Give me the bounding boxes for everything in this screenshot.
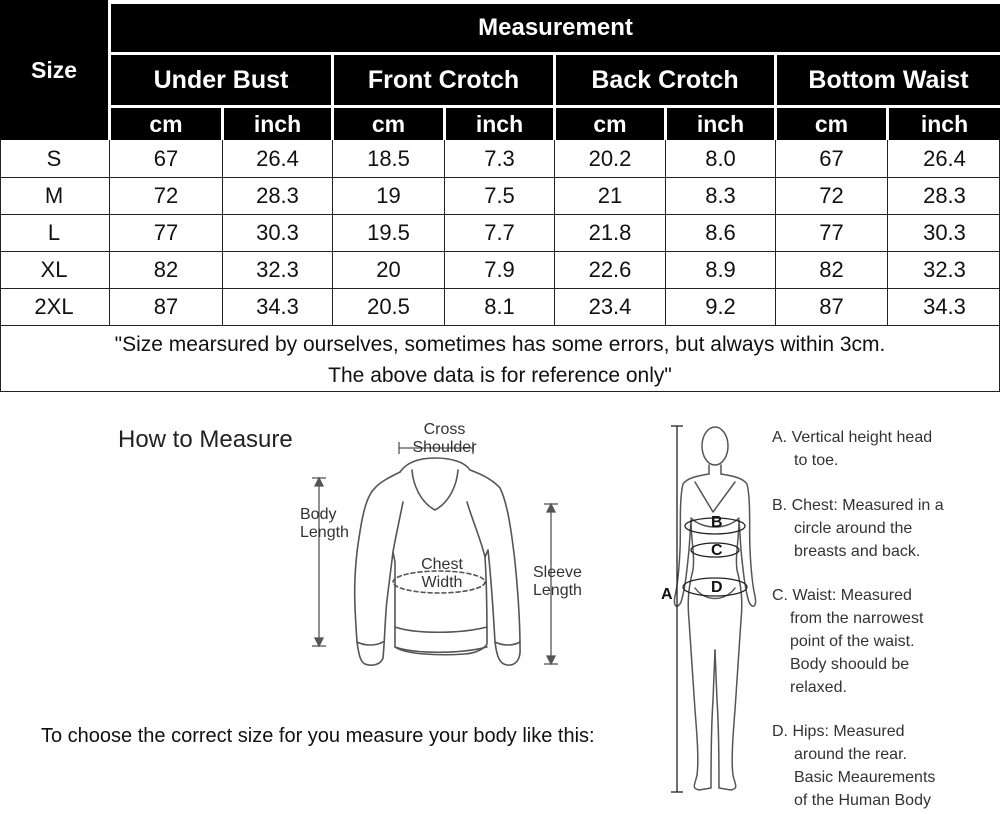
value-cell: 8.0 [705, 146, 736, 171]
cross-shoulder-line-1: Cross [423, 421, 466, 438]
unit-header: inch [446, 108, 553, 140]
col-header-back-crotch: Back Crotch [556, 55, 774, 105]
size-cell: XL [40, 257, 68, 282]
step-b-line-1: B. Chest: Measured in a [772, 497, 944, 514]
sleeve-length-line-2: Length [533, 582, 582, 599]
size-cell: L [47, 220, 61, 245]
measurement-header: Measurement [111, 4, 1000, 52]
value-cell: 72 [819, 183, 844, 208]
step-d-line-1: D. Hips: Measured [772, 723, 905, 740]
size-cell: M [44, 183, 64, 208]
note-line-1: "Size mearsured by ourselves, sometimes has some errors, but always within 3cm. [114, 333, 886, 356]
step-a-line-2: to toe. [794, 452, 839, 469]
marker-a: A [661, 586, 673, 603]
value-cell: 7.7 [484, 220, 515, 245]
value-cell: 77 [153, 220, 179, 245]
value-cell: 18.5 [367, 146, 410, 171]
unit-header: inch [224, 108, 331, 140]
unit-header: cm [111, 108, 221, 140]
value-cell: 67 [153, 146, 179, 171]
size-cell: S [46, 146, 62, 171]
value-cell: 28.3 [256, 183, 299, 208]
value-cell: 21.8 [588, 220, 632, 245]
col-header-under-bust: Under Bust [111, 55, 331, 105]
value-cell: 87 [819, 294, 844, 319]
size-cell: 2XL [34, 294, 74, 319]
long-sleeve-top-diagram [295, 422, 595, 682]
sleeve-length-label [533, 564, 582, 600]
cross-shoulder-line-2: Shoulder [412, 439, 477, 456]
note-line-2: The above data is for reference only" [328, 364, 672, 387]
step-d-line-3: Basic Meaurements [794, 769, 936, 786]
value-cell: 20.5 [367, 294, 410, 319]
body-length-label [300, 506, 349, 542]
value-cell: 8.6 [705, 220, 736, 245]
step-b-line-3: breasts and back. [794, 543, 921, 560]
unit-header: cm [556, 108, 664, 140]
size-header: Size [0, 0, 108, 140]
value-cell: 9.2 [705, 294, 736, 319]
marker-b: B [711, 514, 723, 531]
body-length-line-2: Length [300, 524, 349, 541]
value-cell: 34.3 [256, 294, 299, 319]
value-cell: 67 [819, 146, 844, 171]
value-cell: 7.9 [484, 257, 515, 282]
value-cell: 7.5 [484, 183, 515, 208]
step-c-line-3: point of the waist. [790, 633, 915, 650]
value-cell: 32.3 [256, 257, 299, 282]
sleeve-length-line-1: Sleeve [533, 564, 582, 581]
unit-header: cm [777, 108, 886, 140]
chest-width-label [412, 556, 472, 592]
value-cell: 8.9 [705, 257, 736, 282]
marker-c: C [711, 542, 723, 559]
value-cell: 21 [597, 183, 623, 208]
size-chart-table [0, 0, 1000, 392]
value-cell: 26.4 [923, 146, 966, 171]
value-cell: 34.3 [923, 294, 966, 319]
value-cell: 20 [376, 257, 401, 282]
value-cell: 20.2 [588, 146, 632, 171]
value-cell: 82 [153, 257, 179, 282]
value-cell: 22.6 [588, 257, 632, 282]
human-body-diagram [655, 420, 765, 800]
unit-header: inch [667, 108, 774, 140]
value-cell: 82 [819, 257, 844, 282]
step-c-line-5: relaxed. [790, 679, 847, 696]
step-c-line-2: from the narrowest [790, 610, 924, 627]
how-to-measure-title: How to Measure [118, 426, 293, 453]
measurement-guide [0, 392, 1000, 814]
step-c-line-1: C. Waist: Measured [772, 587, 912, 604]
value-cell: 87 [153, 294, 179, 319]
value-cell: 77 [819, 220, 844, 245]
value-cell: 7.3 [484, 146, 515, 171]
step-c-line-4: Body shoould be [790, 656, 910, 673]
value-cell: 28.3 [923, 183, 966, 208]
chest-width-line-1: Chest [421, 556, 463, 573]
col-header-front-crotch: Front Crotch [334, 55, 553, 105]
step-d-line-2: around the rear. [794, 746, 907, 763]
value-cell: 19.5 [367, 220, 410, 245]
value-cell: 19 [376, 183, 401, 208]
unit-header: cm [334, 108, 443, 140]
chest-width-line-2: Width [421, 574, 463, 591]
value-cell: 30.3 [256, 220, 299, 245]
choose-size-instruction: To choose the correct size for you measure your body like this: [41, 725, 595, 747]
marker-d: D [711, 579, 723, 596]
step-d-line-4: of the Human Body [794, 792, 931, 809]
step-b-line-2: circle around the [794, 520, 913, 537]
value-cell: 72 [153, 183, 179, 208]
unit-header: inch [889, 108, 1000, 140]
value-cell: 8.3 [705, 183, 736, 208]
value-cell: 32.3 [923, 257, 966, 282]
step-a-line-1: A. Vertical height head [772, 429, 933, 446]
value-cell: 30.3 [923, 220, 966, 245]
body-length-line-1: Body [300, 506, 337, 523]
value-cell: 26.4 [256, 146, 299, 171]
cross-shoulder-label [407, 421, 482, 457]
value-cell: 8.1 [484, 294, 515, 319]
col-header-bottom-waist: Bottom Waist [777, 55, 1000, 105]
value-cell: 23.4 [588, 294, 632, 319]
size-disclaimer-note [0, 326, 1000, 392]
